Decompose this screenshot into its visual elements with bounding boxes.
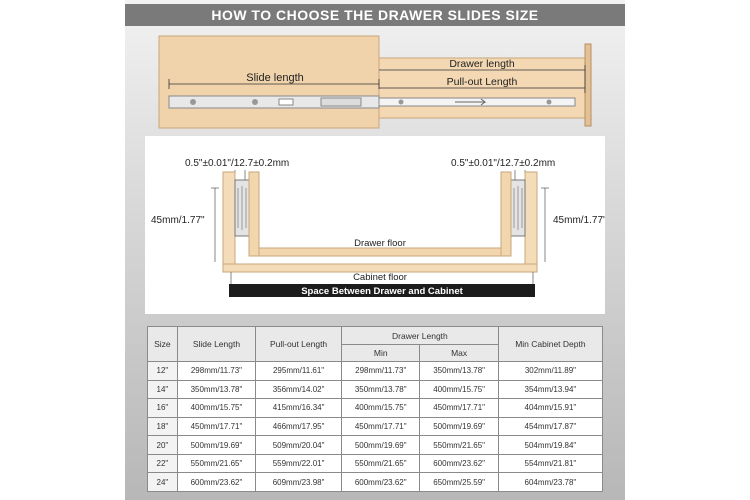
rail-slot-icon [279, 99, 293, 105]
cell-pullout: 559mm/22.01" [256, 454, 342, 473]
cell-min: 450mm/17.71" [342, 417, 420, 436]
cell-pullout: 609mm/23.98" [256, 473, 342, 492]
cell-cabinet-depth: 604mm/23.78" [498, 473, 602, 492]
gap-label-right: 0.5"±0.01"/12.7±0.2mm [451, 158, 556, 169]
cell-cabinet-depth: 504mm/19.84" [498, 436, 602, 455]
cell-min: 400mm/15.75" [342, 399, 420, 418]
cell-min: 350mm/13.78" [342, 380, 420, 399]
table-row [148, 399, 603, 418]
cell-size: 12" [148, 362, 178, 381]
cell-size: 14" [148, 380, 178, 399]
rail-hole-icon [252, 99, 258, 105]
page-title: HOW TO CHOOSE THE DRAWER SLIDES SIZE [125, 4, 625, 26]
header-min: Min [342, 345, 420, 362]
cell-slide-length: 298mm/11.73" [177, 362, 255, 381]
cabinet-wall-right [525, 172, 537, 272]
space-label: Space Between Drawer and Cabinet [301, 286, 463, 297]
height-label-right: 45mm/1.77" [553, 215, 605, 226]
size-table-container [147, 326, 603, 492]
drawer-floor-label: Drawer floor [354, 238, 406, 249]
header-pullout-length: Pull-out Length [256, 327, 342, 362]
rail-hole-icon [190, 99, 196, 105]
table-row [148, 454, 603, 473]
header-slide-length: Slide Length [177, 327, 255, 362]
cell-max: 550mm/21.65" [420, 436, 498, 455]
cell-cabinet-depth: 554mm/21.81" [498, 454, 602, 473]
drawer-side-left [249, 172, 259, 256]
cabinet-wall-left [223, 172, 235, 272]
table-row [148, 436, 603, 455]
cell-max: 650mm/25.59" [420, 473, 498, 492]
cell-cabinet-depth: 404mm/15.91" [498, 399, 602, 418]
infographic-frame [125, 0, 625, 500]
cell-pullout: 356mm/14.02" [256, 380, 342, 399]
size-table [147, 326, 603, 492]
drawer-length-label: Drawer length [449, 58, 515, 70]
table-row [148, 417, 603, 436]
slide-length-label: Slide length [246, 72, 304, 84]
cell-cabinet-depth: 302mm/11.89" [498, 362, 602, 381]
height-label-left: 45mm/1.77" [151, 215, 205, 226]
cell-size: 22" [148, 454, 178, 473]
cell-max: 500mm/19.69" [420, 417, 498, 436]
cell-size: 24" [148, 473, 178, 492]
table-row [148, 362, 603, 381]
drawer-side-right [501, 172, 511, 256]
header-min-cabinet-depth: Min Cabinet Depth [498, 327, 602, 362]
cell-pullout: 466mm/17.95" [256, 417, 342, 436]
cell-pullout: 509mm/20.04" [256, 436, 342, 455]
rail-hole-icon [399, 100, 404, 105]
cell-max: 450mm/17.71" [420, 399, 498, 418]
cell-size: 20" [148, 436, 178, 455]
rail-hole-icon [547, 100, 552, 105]
cell-slide-length: 400mm/15.75" [177, 399, 255, 418]
cell-size: 16" [148, 399, 178, 418]
cabinet-floor-label: Cabinet floor [353, 272, 407, 283]
cross-section-diagram [145, 136, 605, 314]
drawer-front [585, 44, 591, 126]
cell-max: 350mm/13.78" [420, 362, 498, 381]
cabinet-floor [223, 264, 537, 272]
cell-min: 550mm/21.65" [342, 454, 420, 473]
header-size: Size [148, 327, 178, 362]
gap-label-left: 0.5"±0.01"/12.7±0.2mm [185, 158, 290, 169]
table-row [148, 473, 603, 492]
cell-slide-length: 350mm/13.78" [177, 380, 255, 399]
cell-pullout: 295mm/11.61" [256, 362, 342, 381]
ball-bearing-cage [321, 98, 361, 106]
cell-slide-length: 450mm/17.71" [177, 417, 255, 436]
cell-min: 500mm/19.69" [342, 436, 420, 455]
pullout-length-label: Pull-out Length [446, 76, 518, 88]
cell-pullout: 415mm/16.34" [256, 399, 342, 418]
cell-slide-length: 600mm/23.62" [177, 473, 255, 492]
cell-min: 298mm/11.73" [342, 362, 420, 381]
header-drawer-length: Drawer Length [342, 327, 499, 345]
header-max: Max [420, 345, 498, 362]
drawer-slide-illustration [155, 34, 595, 130]
cell-max: 400mm/15.75" [420, 380, 498, 399]
drawer-floor [259, 248, 501, 256]
cell-cabinet-depth: 454mm/17.87" [498, 417, 602, 436]
cell-max: 600mm/23.62" [420, 454, 498, 473]
cell-slide-length: 500mm/19.69" [177, 436, 255, 455]
cell-slide-length: 550mm/21.65" [177, 454, 255, 473]
cell-size: 18" [148, 417, 178, 436]
cell-cabinet-depth: 354mm/13.94" [498, 380, 602, 399]
cell-min: 600mm/23.62" [342, 473, 420, 492]
table-row [148, 380, 603, 399]
